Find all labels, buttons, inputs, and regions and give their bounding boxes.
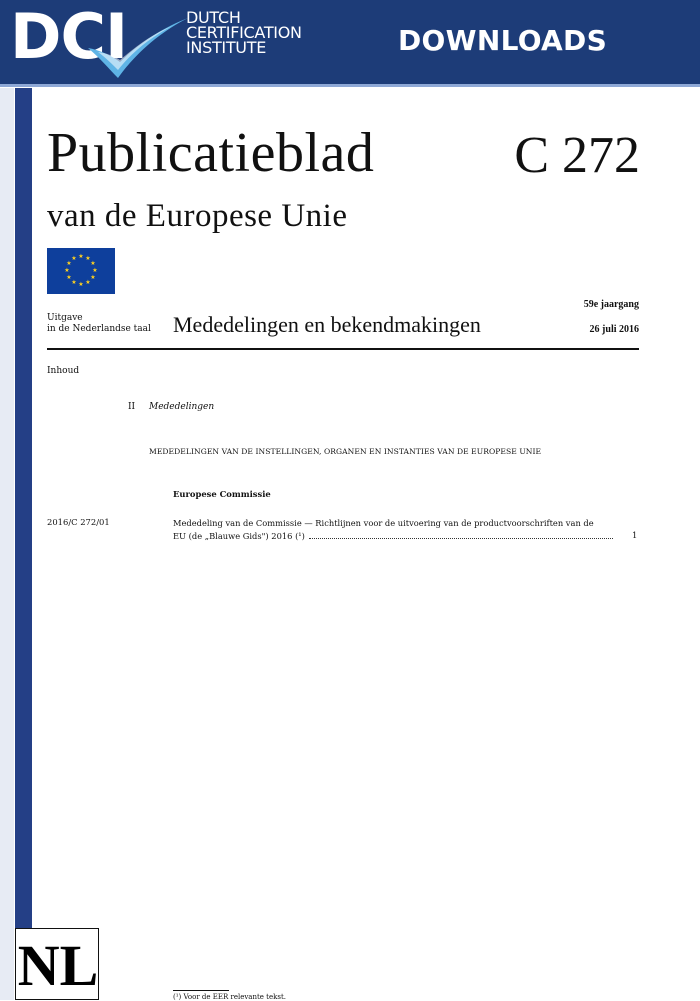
header-rule [47, 348, 639, 350]
banner-divider [0, 84, 700, 87]
entry-page-number: 1 [632, 530, 638, 540]
downloads-link[interactable]: DOWNLOADS [398, 24, 608, 57]
svg-text:★: ★ [78, 281, 84, 288]
entry-line-1: Mededeling van de Commissie — Richtlijnen voor de uitvoering van de productvoorschriften van de [173, 518, 594, 528]
publication-date: 26 juli 2016 [589, 324, 639, 335]
left-light-strip [0, 88, 14, 1000]
svg-text:★: ★ [85, 255, 91, 262]
institution-name: Europese Commissie [173, 489, 271, 499]
svg-text:★: ★ [71, 279, 77, 286]
entry-reference: 2016/C 272/01 [47, 517, 110, 527]
checkmark-logo-icon [80, 14, 190, 80]
part-title: Mededelingen [149, 402, 215, 412]
header-banner [0, 0, 700, 84]
dot-leader [309, 538, 613, 539]
contents-label: Inhoud [47, 366, 80, 376]
svg-text:★: ★ [92, 267, 98, 274]
edition-line-2: in de Nederlandse taal [47, 324, 151, 334]
footnote: (¹) Voor de EER relevante tekst. [173, 993, 286, 1001]
svg-text:★: ★ [64, 267, 70, 274]
volume-year: 59e jaargang [583, 299, 639, 310]
left-blue-strip [15, 88, 32, 1000]
journal-title: Publicatieblad [47, 122, 375, 184]
contents-entry[interactable] [173, 517, 617, 543]
logo-tagline [186, 10, 302, 55]
institutions-heading: MEDEDELINGEN VAN DE INSTELLINGEN, ORGANEN EN INSTANTIES VAN DE EUROPESE UNIE [149, 447, 542, 456]
language-code: NL [17, 933, 99, 998]
language-badge [15, 928, 99, 1000]
tagline-line-2: CERTIFICATION [186, 23, 302, 42]
entry-line-2-row [173, 530, 617, 543]
svg-text:★: ★ [78, 253, 84, 260]
svg-text:★: ★ [90, 274, 96, 281]
svg-text:★: ★ [71, 255, 77, 262]
svg-text:★: ★ [66, 260, 72, 267]
section-title: Mededelingen en bekendmakingen [173, 312, 481, 337]
svg-text:★: ★ [85, 279, 91, 286]
tagline-line-3: INSTITUTE [186, 38, 267, 57]
svg-text:★: ★ [90, 260, 96, 267]
part-number: II [128, 402, 136, 412]
dci-logo[interactable]: DCI [10, 0, 128, 73]
footnote-rule [173, 990, 229, 991]
tagline-line-1: DUTCH [186, 8, 241, 27]
edition-line-1: Uitgave [47, 313, 83, 323]
edition-label [47, 313, 151, 335]
svg-text:★: ★ [66, 274, 72, 281]
journal-subtitle: van de Europese Unie [47, 198, 348, 234]
issue-number: C 272 [514, 127, 640, 184]
eu-flag-icon [47, 248, 115, 294]
entry-line-2: EU (de „Blauwe Gids") 2016 (¹) [173, 531, 305, 541]
